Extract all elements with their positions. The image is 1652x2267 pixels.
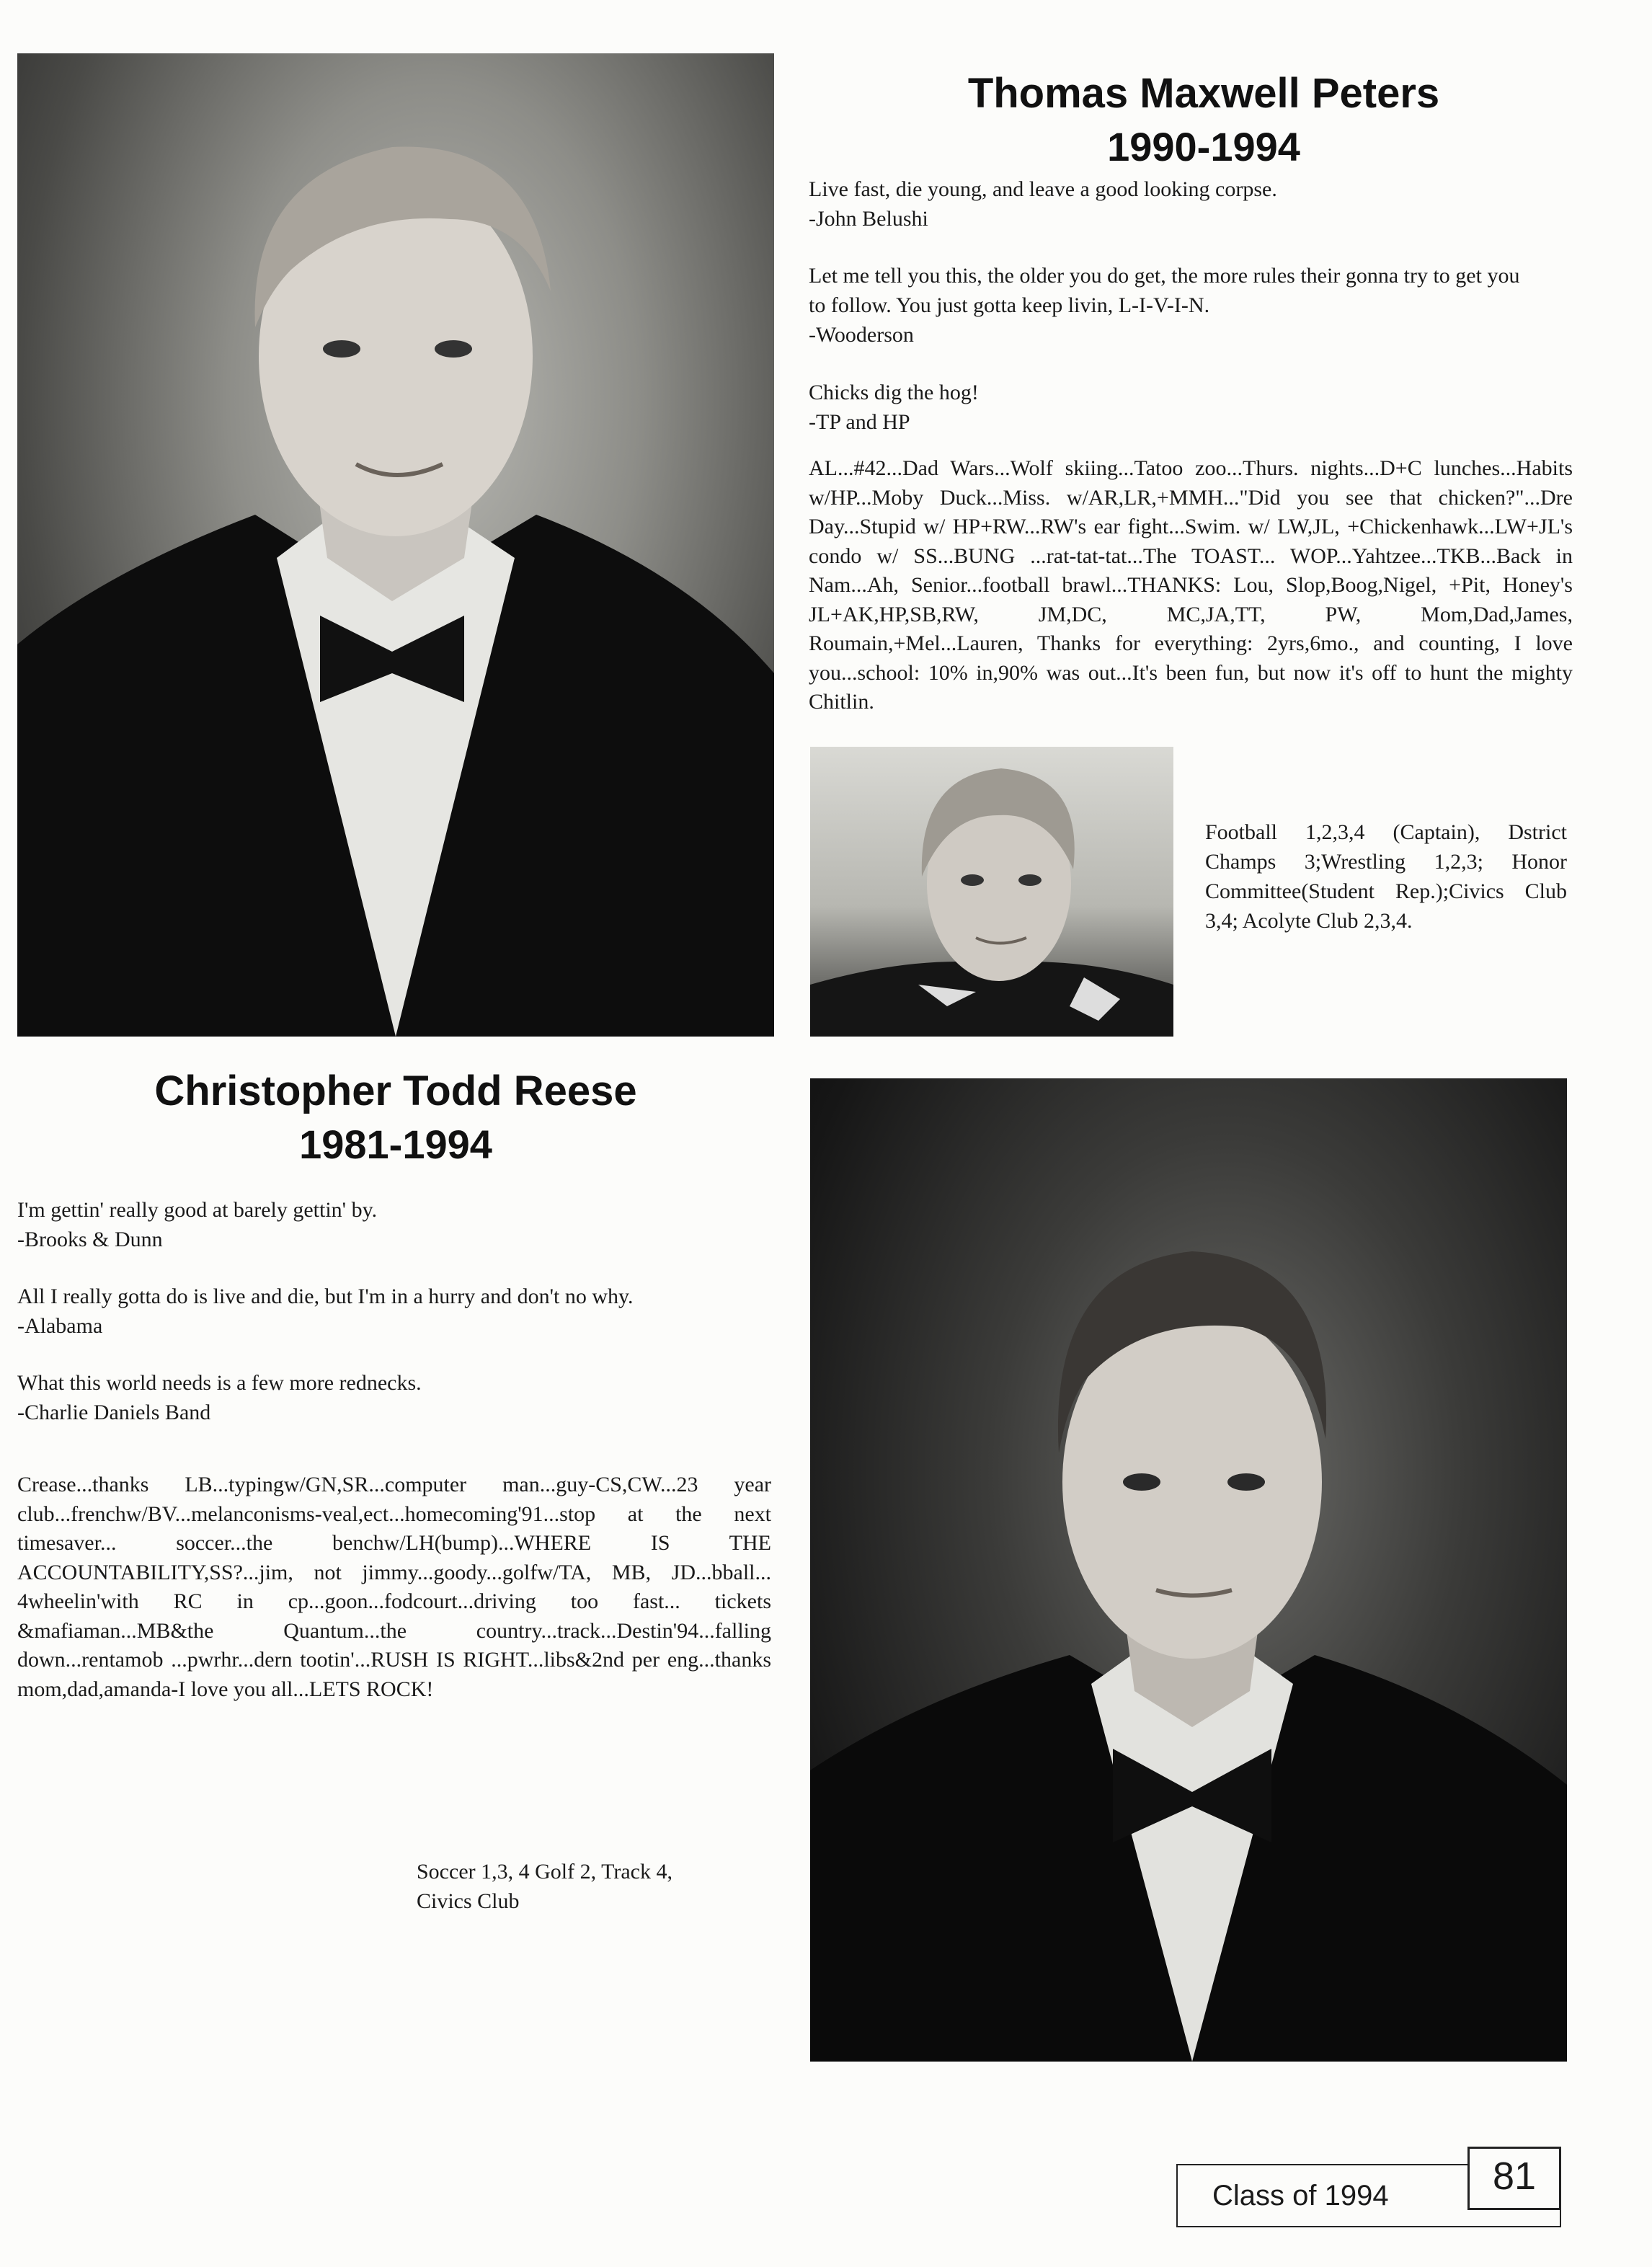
portrait-christopher-reese [810, 1078, 1567, 2062]
student-years-thomas-peters: 1990-1994 [1107, 124, 1300, 169]
portrait-thomas-peters [17, 53, 774, 1037]
student-years-christopher-reese: 1981-1994 [299, 1122, 492, 1167]
quote-2-thomas-peters [809, 261, 1519, 350]
quote-1-thomas-peters [809, 174, 1277, 234]
senior-message-thomas-peters: AL...#42...Dad Wars...Wolf skiing...Tatoo zoo...Thurs. nights...D+C lunches...Habits w/HP...Moby Duck...Miss. w/AR,LR,+MMH..."Did you see that chicken?"...Dre Day...Stupid w/ HP+RW...RW's ear fight...Swim. w/ LW,JL, +Chickenhawk...LW+JL's condo w/ SS...BUNG ...rat-tat-tat...The TOAST... WOP...Yahtzee...TKB...Back in Nam...Ah, Senior...football brawl...THANKS: Lou, Slop,Boog,Nigel, +Pit, Honey's JL+AK,HP,SB,RW, JM,DC, MC,JA,TT, PW, Mom,Dad,James, Roumain,+Mel...Lauren, Thanks for everything: 2yrs,6mo., and counting, I love you...school: 10% in,90% was out...It's been fun, but now it's off to hunt the mighty Chitlin. [809, 456, 1573, 714]
quote-line: Live fast, die young, and leave a good looking corpse. [809, 177, 1277, 201]
footer-class-label: Class of 1994 [1212, 2180, 1389, 2211]
quote-attribution: -Brooks & Dunn [17, 1228, 163, 1251]
activities-thomas-peters: Football 1,2,3,4 (Captain), Dstrict Champs 3;Wrestling 1,2,3; Honor Committee(Student Rep.);Civics Club 3,4; Acolyte Club 2,3,4. [1205, 820, 1567, 933]
senior-message-christopher-reese: Crease...thanks LB...typingw/GN,SR...computer man...guy-CS,CW...23 year club...frenchw/BV...melanconisms-veal,ect...homecoming'91...stop at the next timesaver... soccer...the benchw/LH(bump)...WHERE IS THE ACCOUNTABILITY,SS?...jim, not jimmy...goody...golfw/TA, MB, JD...bball... 4wheelin'with RC in cp...goon...fodcourt...driving too fast... tickets &mafiaman...MB&the Quantum...the country...track...Destin'94...falling down...rentamob ...pwrhr...dern tootin'...RUSH IS RIGHT...libs&2nd per eng...thanks mom,dad,amanda-I love you all...LETS ROCK! [17, 1473, 771, 1701]
quote-attribution: -Alabama [17, 1314, 103, 1338]
student-name-christopher-reese: Christopher Todd Reese [154, 1068, 637, 1114]
quote-1-christopher-reese [17, 1195, 377, 1254]
candid-photo-thomas-peters [810, 747, 1173, 1037]
quote-attribution: -Charlie Daniels Band [17, 1401, 211, 1424]
quote-attribution: -Wooderson [809, 323, 914, 347]
quote-3-christopher-reese [17, 1368, 422, 1427]
quote-line: to follow. You just gotta keep livin, L-I-V-I-N. [809, 293, 1210, 317]
page-number: 81 [1492, 2155, 1537, 2198]
quote-attribution: -TP and HP [809, 410, 910, 434]
quote-line: All I really gotta do is live and die, but I'm in a hurry and don't no why. [17, 1285, 634, 1308]
quote-line: Let me tell you this, the older you do get, the more rules their gonna try to get you [809, 264, 1520, 288]
quote-attribution: -John Belushi [809, 207, 928, 231]
quote-2-christopher-reese [17, 1282, 634, 1341]
activities-christopher-reese: Soccer 1,3, 4 Golf 2, Track 4, Civics Club [417, 1860, 672, 1913]
quote-line: Chicks dig the hog! [809, 381, 979, 404]
quote-3-thomas-peters [809, 378, 979, 437]
student-name-thomas-peters: Thomas Maxwell Peters [967, 70, 1440, 117]
quote-line: I'm gettin' really good at barely gettin' by. [17, 1198, 378, 1222]
quote-line: What this world needs is a few more rednecks. [17, 1371, 422, 1395]
